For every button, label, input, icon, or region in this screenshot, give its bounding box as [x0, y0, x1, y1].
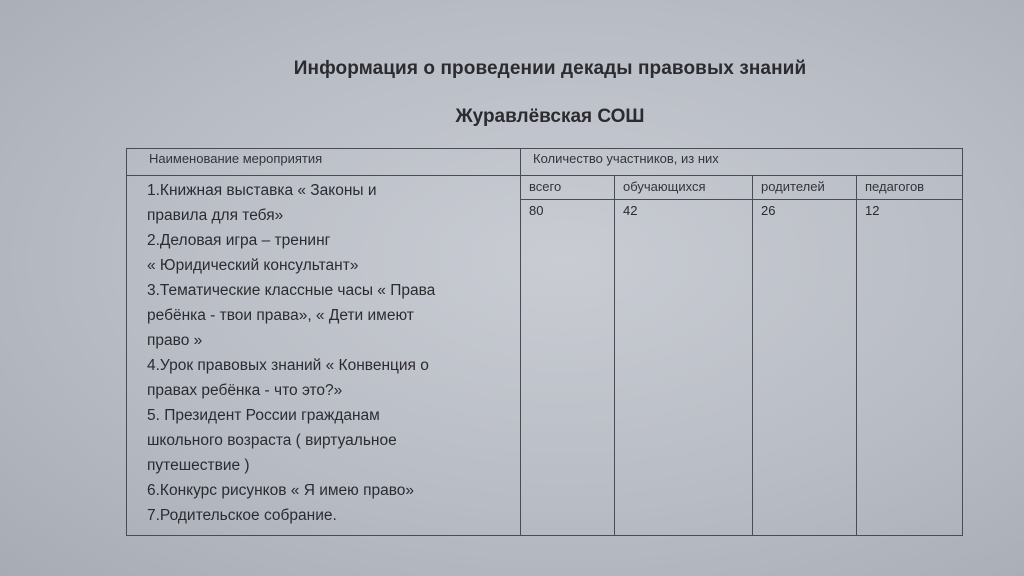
- table-row: [127, 176, 963, 200]
- event-line: 3.Тематические классные часы « Права: [147, 282, 436, 299]
- value-students: 42: [615, 200, 753, 536]
- event-line: 5. Президент России гражданам: [147, 407, 380, 424]
- event-line: 6.Конкурс рисунков « Я имею право»: [147, 482, 415, 499]
- column-header-students: обучающихся: [615, 176, 753, 200]
- document-title: Информация о проведении декады правовых знаний: [293, 58, 807, 79]
- column-header-parents: родителей: [753, 176, 857, 200]
- event-line: правила для тебя»: [147, 207, 284, 224]
- column-header-total: всего: [521, 176, 615, 200]
- event-line: « Юридический консультант»: [147, 257, 359, 274]
- event-line: ребёнка - твои права», « Дети имеют: [147, 307, 414, 324]
- event-line: 4.Урок правовых знаний « Конвенция о: [147, 357, 429, 374]
- value-total: 80: [521, 200, 615, 536]
- event-line: 1.Книжная выставка « Законы и: [147, 182, 377, 199]
- event-line: 2.Деловая игра – тренинг: [147, 232, 331, 249]
- school-name: Журавлёвская СОШ: [455, 106, 645, 127]
- event-line: правах ребёнка - что это?»: [147, 382, 343, 399]
- header-event-name: Наименование мероприятия: [127, 149, 521, 176]
- table-header-row: [127, 149, 963, 176]
- value-teachers: 12: [857, 200, 963, 536]
- event-line: школьного возраста ( виртуальное: [147, 432, 397, 449]
- header-participants: Количество участников, из них: [521, 149, 963, 176]
- events-table: [126, 148, 963, 536]
- event-line: 7.Родительское собрание.: [147, 507, 337, 524]
- event-line: путешествие ): [147, 457, 250, 474]
- events-list-cell: [127, 176, 521, 536]
- value-parents: 26: [753, 200, 857, 536]
- column-header-teachers: педагогов: [857, 176, 963, 200]
- event-line: право »: [147, 332, 203, 349]
